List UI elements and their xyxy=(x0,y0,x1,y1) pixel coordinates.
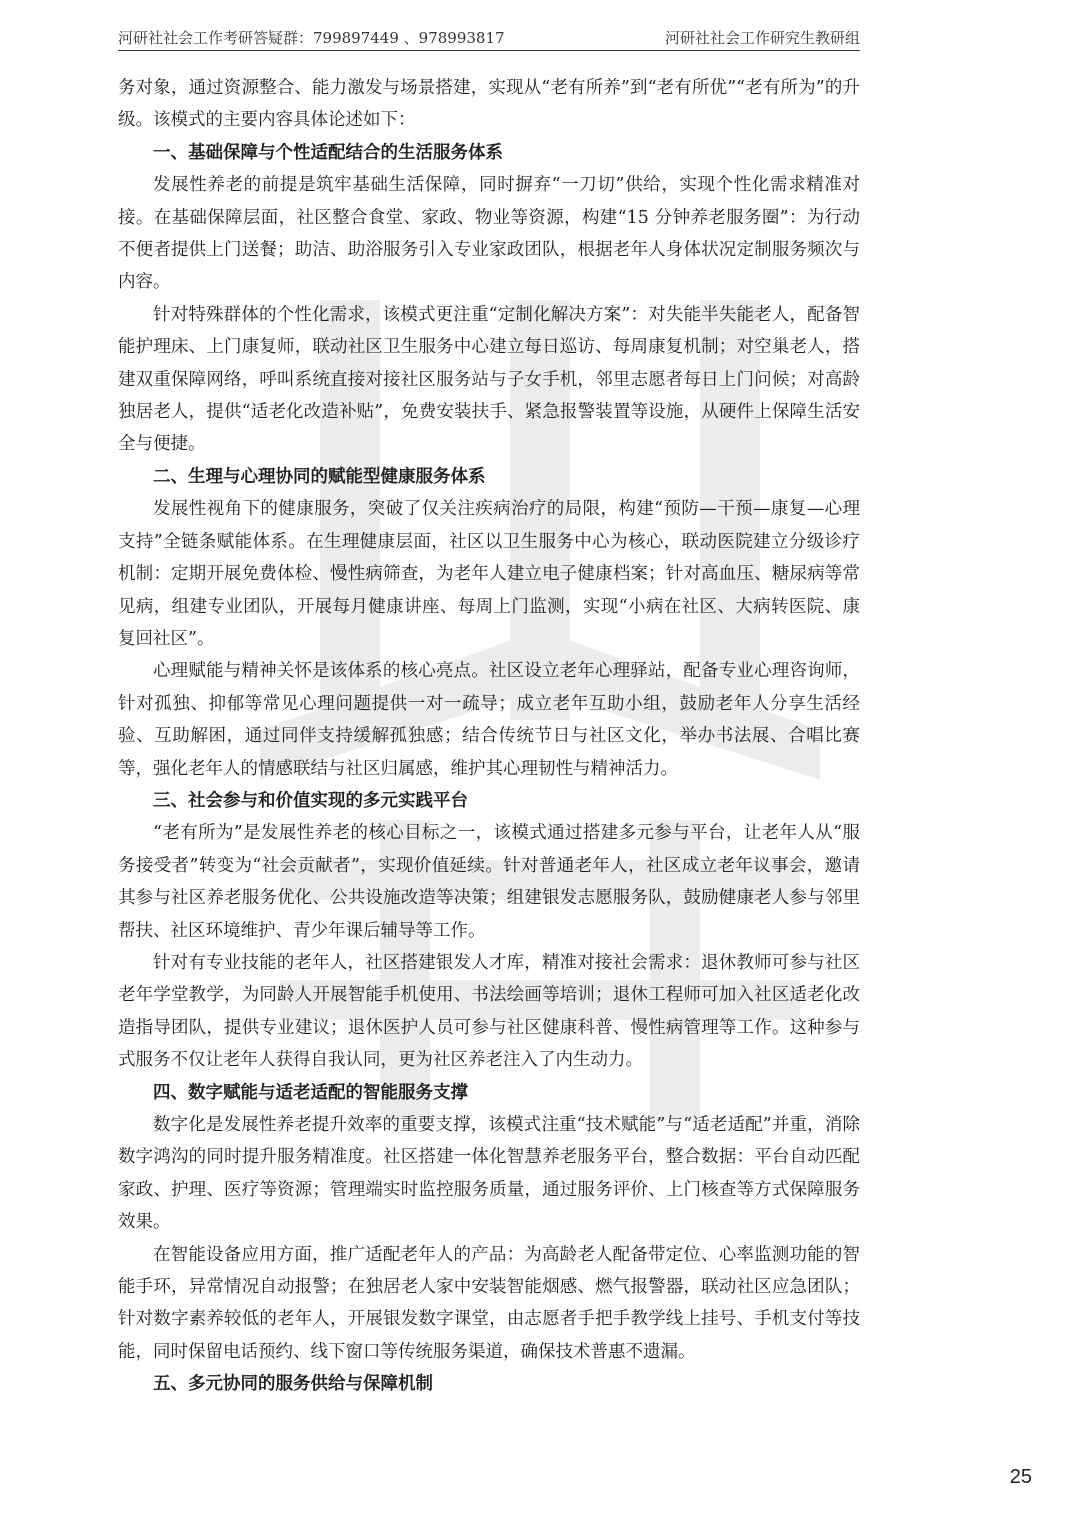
section-heading: 一、基础保障与个性适配结合的生活服务体系 xyxy=(153,142,503,163)
paragraph: “老有所为”是发展性养老的核心目标之一，该模式通过搭建多元参与平台，让老年人从“服务接受者”转变为“社会贡献者”，实现价值延续。针对普通老年人，社区成立老年议事会，邀请其参与社区养老服务优化、公共设施改造等决策；组建银发志愿服务队，鼓励健康老人参与邻里帮扶、社区环境维护、青少年课后辅导等工作。 xyxy=(118,823,860,941)
header-left-text: 河研社社会工作考研答疑群：799897449 、978993817 xyxy=(118,29,505,47)
paragraph: 发展性视角下的健康服务，突破了仅关注疾病治疗的局限，构建“预防—干预—康复—心理支持”全链条赋能体系。在生理健康层面，社区以卫生服务中心为核心，联动医院建立分级诊疗机制：定期开展免费体检、慢性病筛查，为老年人建立电子健康档案；针对高血压、糖尿病等常见病，组建专业团队，开展每月健康讲座、每周上门监测，实现“小病在社区、大病转医院、康复回社区”。 xyxy=(118,499,860,649)
paragraph: 数字化是发展性养老提升效率的重要支撑，该模式注重“技术赋能”与“适老适配”并重，消除数字鸿沟的同时提升服务精准度。社区搭建一体化智慧养老服务平台，整合数据：平台自动匹配家政、护理、医疗等资源；管理端实时监控服务质量，通过服务评价、上门核查等方式保障服务效果。 xyxy=(118,1115,860,1233)
paragraph: 在智能设备应用方面，推广适配老年人的产品：为高龄老人配备带定位、心率监测功能的智能手环，异常情况自动报警；在独居老人家中安装智能烟感、燃气报警器，联动社区应急团队；针对数字素养较低的老年人，开展银发数字课堂，由志愿者手把手教学线上挂号、手机支付等技能，同时保留电话预约、线下窗口等传统服务渠道，确保技术普惠不遗漏。 xyxy=(118,1244,860,1362)
paragraph: 针对特殊群体的个性化需求，该模式更注重“定制化解决方案”：对失能半失能老人，配备智能护理床、上门康复师，联动社区卫生服务中心建立每日巡访、每周康复机制；对空巢老人，搭建双重保障网络，呼叫系统直接对接社区服务站与子女手机，邻里志愿者每日上门问候；对高龄独居老人，提供“适老化改造补贴”，免费安装扶手、紧急报警装置等设施，从硬件上保障生活安全与便捷。 xyxy=(118,304,860,455)
paragraph: 心理赋能与精神关怀是该体系的核心亮点。社区设立老年心理驿站，配备专业心理咨询师，针对孤独、抑郁等常见心理问题提供一对一疏导；成立老年互助小组，鼓励老年人分享生活经验、互助解困，通过同伴支持缓解孤独感；结合传统节日与社区文化，举办书法展、合唱比赛等，强化老年人的情感联结与社区归属感，维护其心理韧性与精神活力。 xyxy=(118,661,860,779)
section-heading: 五、多元协同的服务供给与保障机制 xyxy=(153,1374,433,1395)
page-number: 25 xyxy=(1009,1466,1032,1488)
page-header xyxy=(118,22,860,51)
section-heading: 三、社会参与和价值实现的多元实践平台 xyxy=(153,790,468,811)
paragraph: 针对有专业技能的老年人，社区搭建银发人才库，精准对接社会需求：退休教师可参与社区老年学堂教学，为同龄人开展智能手机使用、书法绘画等培训；退休工程师可加入社区适老化改造指导团队，提供专业建议；退休医护人员可参与社区健康科普、慢性病管理等工作。这种参与式服务不仅让老年人获得自我认同，更为社区养老注入了内生动力。 xyxy=(118,952,860,1071)
paragraph: 务对象，通过资源整合、能力激发与场景搭建，实现从“老有所养”到“老有所优”“老有所为”的升级。该模式的主要内容具体论述如下： xyxy=(118,78,860,131)
document-body xyxy=(118,72,860,1401)
section-heading: 二、生理与心理协同的赋能型健康服务体系 xyxy=(153,466,486,487)
paragraph: 发展性养老的前提是筑牢基础生活保障，同时摒弃“一刀切”供给，实现个性化需求精准对接。在基础保障层面，社区整合食堂、家政、物业等资源，构建“15 分钟养老服务圈”：为行动不便者提供上门送餐；助洁、助浴服务引入专业家政团队，根据老年人身体状况定制服务频次与内容。 xyxy=(118,175,860,293)
header-right-text: 河研社社会工作研究生教研组 xyxy=(664,29,860,47)
section-heading: 四、数字赋能与适老适配的智能服务支撑 xyxy=(153,1082,468,1103)
